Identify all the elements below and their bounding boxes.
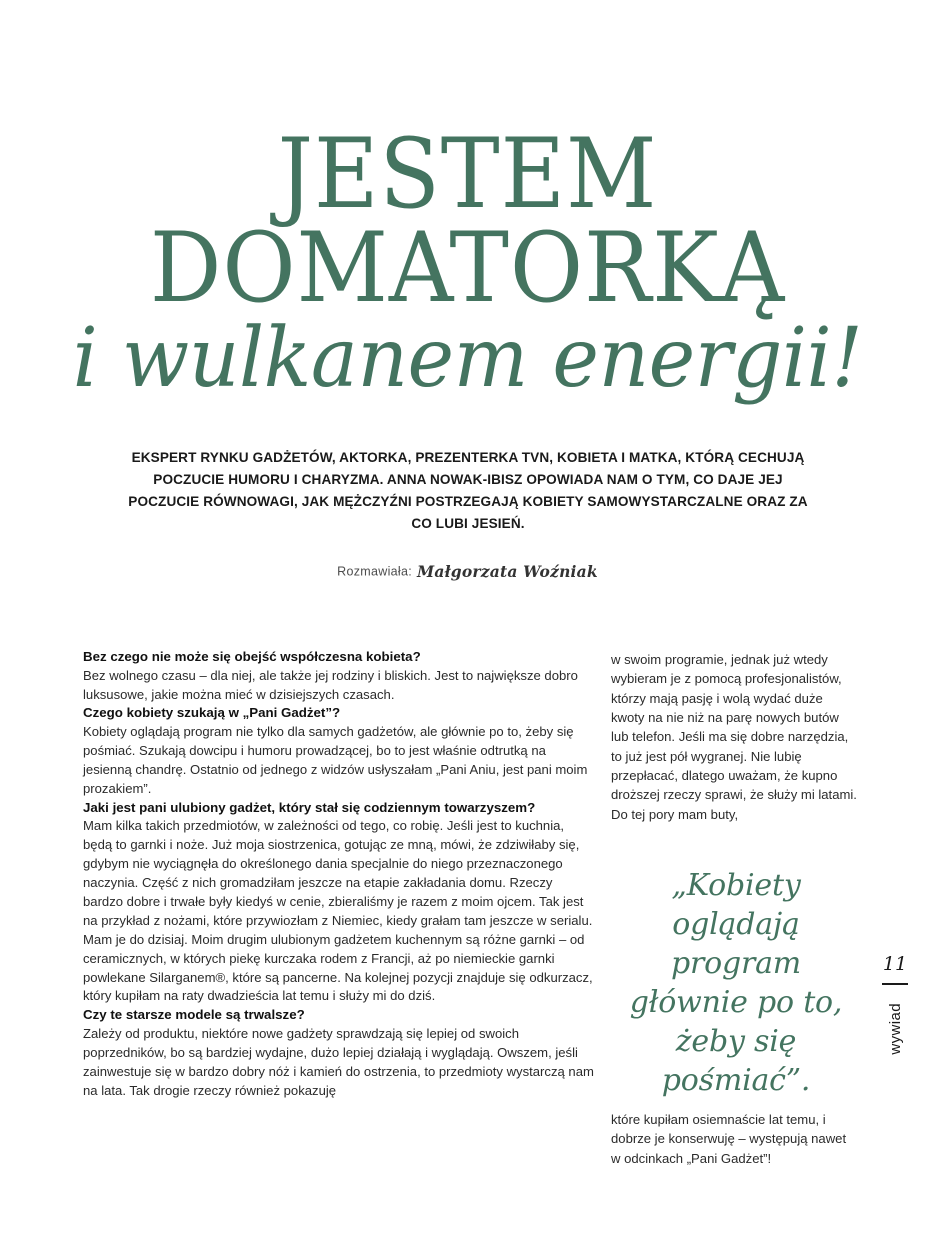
interview-question: Bez czego nie może się obejść współczesna kobieta? bbox=[83, 649, 421, 664]
interview-question: Czy te starsze modele są trwalsze? bbox=[83, 1007, 305, 1023]
pull-quote: „Kobiety oglądają program głównie po to, żeby się pośmiać”. bbox=[629, 868, 843, 1098]
interview-answer-continued: w swoim programie, jednak już wtedy wybieram je z pomocą profesjonalistów, którzy mają pasję i wolą wydać duże kwoty na nie niż na parę nowych butów lub telefon. Jeśli ma się dobre narzędzia, to już jest pół wygranej. Nie lubię przepłacać, dlatego uważam, że kupno droższej rzeczy sprawi, że służy mi latami. Do tej pory mam buty, bbox=[611, 652, 857, 822]
page-marker-divider bbox=[882, 983, 908, 985]
section-label: wywiad bbox=[886, 1002, 904, 1055]
qa-block bbox=[83, 1006, 595, 1100]
interview-answer: Kobiety oglądają program nie tylko dla samych gadżetów, ale głównie po to, żeby się pośmiać. Szukają dowcipu i humoru prowadzącej, bo to jest właśnie odtrutką na jesienną chandrę. Ostatnio od jednego z widzów usłyszałam „Pani Aniu, jest pani moim prozakiem”. bbox=[83, 724, 588, 796]
headline-line-2: DOMATORKĄ bbox=[149, 212, 786, 325]
byline-author-name: Małgorzata Woźniak bbox=[417, 562, 598, 581]
body-column-right-bottom bbox=[611, 1110, 859, 1168]
byline bbox=[0, 562, 935, 581]
interview-answer: Bez wolnego czasu – dla niej, ale także jej rodziny i bliskich. Jest to największe dobro luksusowe, jakie można mieć w dzisiejszych czasach. bbox=[83, 667, 578, 702]
page-number: 11 bbox=[882, 953, 908, 975]
qa-block bbox=[83, 648, 595, 704]
interview-answer: Mam kilka takich przedmiotów, w zależności od tego, co robię. Jeśli jest to kuchnia, będą to garnki i noże. Już moja siostrzenica, gotując ze mną, mówi, że zdziwiłaby się, gdybym nie wyciągnęła do określonego dania specjalnie do niego przeznaczonego naczynia. Część z nich gromadziłam jeszcze na etapie zakładania domu. Rzeczy bardzo dobre i trwałe były kiedyś w cenie, zbieraliśmy je razem z moim ojcem. Tak jest na przykład z nożami, które przywiozłam z Niemiec, kiedy grałam tam jeszcze w serialu. Mam je do dzisiaj. Moim drugim ulubionym gadżetem kuchennym są różne garnki – od ceramicznych, w których piekę kurczaka rodem z Francji, aż po niemieckie garnki powlekane Silarganem®, które są pancerne. Na kolejnej pozycji znajduje się odkurzacz, który kupiłam na raty dwadzieścia lat temu i służy mi do dziś. bbox=[83, 818, 593, 1004]
byline-label: Rozmawiała: bbox=[337, 564, 413, 579]
qa-block bbox=[83, 704, 595, 798]
interview-answer-continued: które kupiłam osiemnaście lat temu, i dobrze je konserwuję – występują nawet w odcinkach „Pani Gadżet”! bbox=[611, 1112, 847, 1166]
headline-line-3: i wulkanem energii! bbox=[72, 311, 863, 407]
headline-line-1: JESTEM bbox=[277, 118, 658, 230]
article-standfirst: EKSPERT RYNKU GADŻETÓW, AKTORKA, PREZENTERKA TVN, KOBIETA I MATKA, KTÓRĄ CECHUJĄ POCZUCIE HUMORU I CHARYZMA. ANNA NOWAK-IBISZ OPOWIADA NAM O TYM, CO DAJE JEJ POCZUCIE RÓWNOWAGI, JAK MĘŻCZYŹNI POSTRZEGAJĄ KOBIETY SAMOWYSTARCZALNE ORAZ ZA CO LUBI JESIEŃ. bbox=[128, 450, 808, 532]
page-marker bbox=[872, 955, 918, 1059]
body-column-right-top bbox=[611, 650, 859, 824]
article-headline bbox=[0, 118, 935, 407]
interview-question: Jaki jest pani ulubiony gadżet, który stał się codziennym towarzyszem? bbox=[83, 799, 536, 815]
qa-block bbox=[83, 799, 595, 1007]
interview-answer: Zależy od produktu, niektóre nowe gadżety sprawdzają się lepiej od swoich poprzedników, bo są bardziej wydajne, dużo lepiej działają i wyglądają. Owszem, jeśli zainwestuje się w bardzo dobry nóż i kamień do ostrzenia, to przedmioty wystarczą nam na lata. Tak drogie rzeczy również pokazuję bbox=[83, 1025, 594, 1098]
body-column-left bbox=[83, 648, 595, 1101]
interview-question: Czego kobiety szukają w „Pani Gadżet”? bbox=[83, 705, 341, 721]
